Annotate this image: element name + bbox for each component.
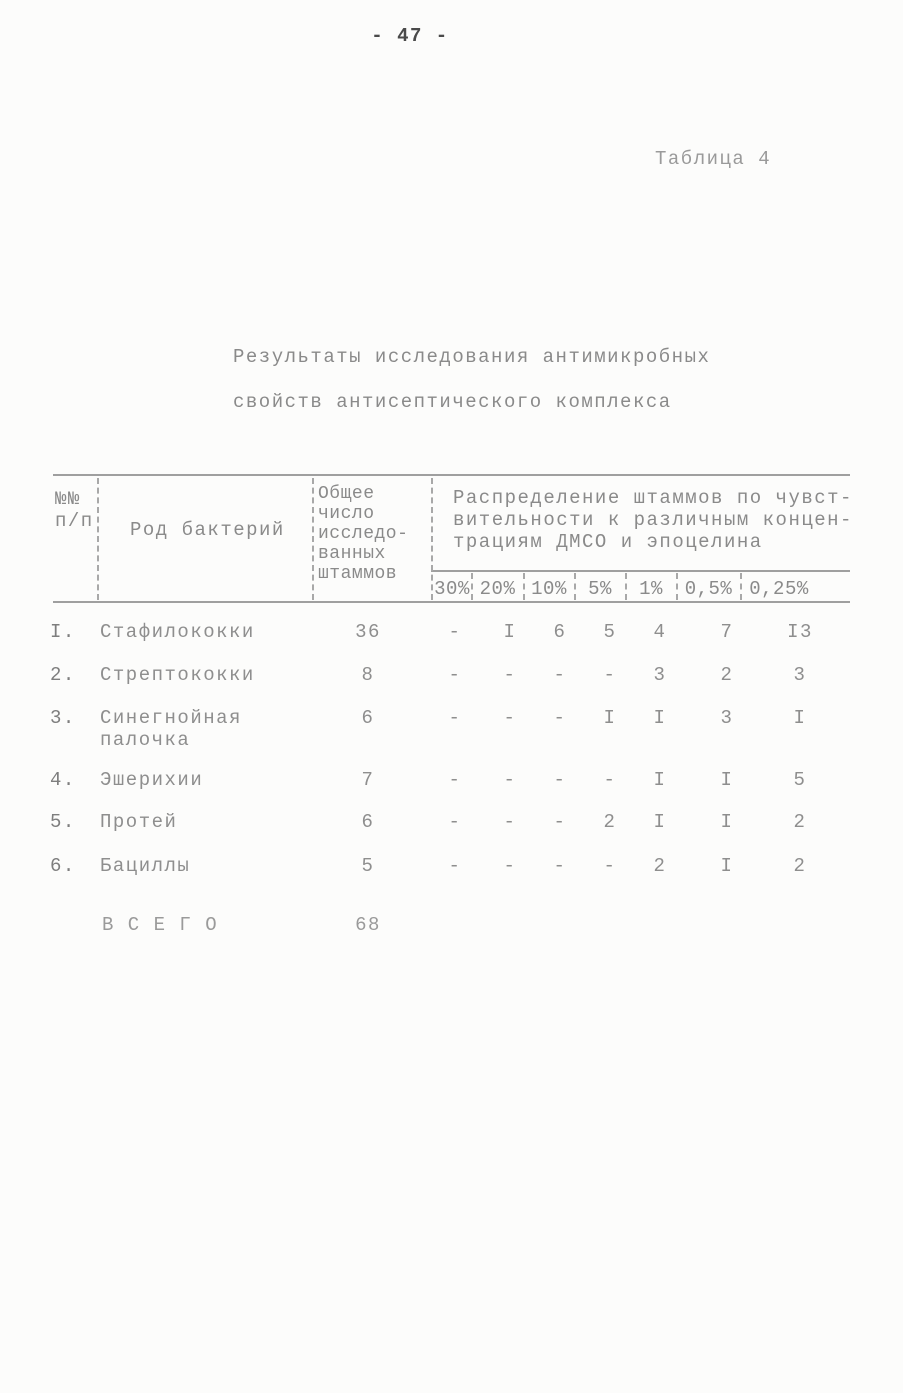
row-value: - — [503, 855, 517, 877]
header-total — [318, 484, 408, 584]
row-total: 36 — [355, 621, 381, 643]
row-value: - — [448, 811, 462, 833]
row-value: 2 — [720, 664, 734, 686]
row-genus-line: Синегнойная — [100, 707, 242, 729]
row-value: 5 — [793, 769, 807, 791]
row-value: 5 — [603, 621, 617, 643]
header-distribution — [453, 487, 853, 553]
row-value: - — [603, 769, 617, 791]
header-number-line: №№ — [55, 488, 81, 510]
table-row — [0, 664, 903, 708]
row-value: - — [503, 707, 517, 729]
header-total-line: ванных — [318, 544, 386, 564]
row-value: - — [553, 769, 567, 791]
row-genus-line: палочка — [100, 729, 191, 751]
header-concentration: 30% — [434, 578, 470, 600]
row-value: 6 — [553, 621, 567, 643]
row-genus-line: Эшерихии — [100, 769, 204, 791]
row-value: - — [603, 855, 617, 877]
row-value: I — [720, 811, 734, 833]
row-number: I. — [50, 621, 76, 643]
header-concentration: 5% — [588, 578, 612, 600]
row-genus — [100, 621, 255, 643]
row-value: 2 — [793, 855, 807, 877]
row-value: I — [503, 621, 517, 643]
row-genus — [100, 769, 203, 791]
row-genus-line: Протей — [100, 811, 178, 833]
row-value: I — [653, 769, 667, 791]
row-value: I — [653, 811, 667, 833]
row-value: - — [503, 664, 517, 686]
column-separator — [312, 478, 314, 600]
header-number-line: п/п — [55, 510, 94, 532]
row-total: 7 — [361, 769, 375, 791]
row-genus — [100, 707, 242, 751]
row-number: 5. — [50, 811, 76, 833]
row-value: I — [720, 855, 734, 877]
row-genus — [100, 855, 190, 877]
row-value: - — [448, 707, 462, 729]
table-top-rule — [53, 474, 850, 476]
header-distribution-line: Распределение штаммов по чувст- — [453, 487, 853, 509]
row-value: 4 — [653, 621, 667, 643]
header-distribution-line: трациям ДМСО и эпоцелина — [453, 531, 763, 553]
row-value: - — [503, 811, 517, 833]
row-value: - — [448, 664, 462, 686]
table-row — [0, 811, 903, 855]
header-concentration: 20% — [479, 578, 516, 600]
header-concentration: 0,25% — [749, 578, 809, 600]
row-number: 3. — [50, 707, 76, 729]
row-value: I3 — [787, 621, 813, 643]
row-genus-line: Стрептококки — [100, 664, 255, 686]
row-value: 7 — [720, 621, 734, 643]
table-title-line-2: свойств антисептического комплекса — [233, 391, 672, 413]
row-value: 2 — [793, 811, 807, 833]
row-value: - — [553, 811, 567, 833]
table-label: Таблица 4 — [655, 148, 772, 170]
row-value: I — [603, 707, 617, 729]
row-total: 8 — [361, 664, 375, 686]
row-total: 5 — [361, 855, 375, 877]
header-total-line: число — [318, 504, 375, 524]
row-value: 2 — [603, 811, 617, 833]
row-value: - — [448, 855, 462, 877]
table-row — [0, 621, 903, 665]
row-genus — [100, 811, 177, 833]
row-value: 2 — [653, 855, 667, 877]
header-genus: Род бактерий — [130, 519, 285, 541]
row-value: - — [553, 855, 567, 877]
header-distribution-line: вительности к различным концен- — [453, 509, 853, 531]
row-genus-line: Бациллы — [100, 855, 191, 877]
row-value: I — [653, 707, 667, 729]
total-label: В С Е Г О — [102, 914, 219, 936]
row-value: - — [503, 769, 517, 791]
header-total-line: штаммов — [318, 564, 398, 584]
row-total: 6 — [361, 707, 375, 729]
row-value: - — [553, 664, 567, 686]
header-number — [55, 488, 94, 532]
row-value: - — [448, 769, 462, 791]
row-value: 3 — [793, 664, 807, 686]
table-title-line-1: Результаты исследования антимикробных — [233, 346, 711, 368]
header-concentration: 0,5% — [684, 578, 733, 600]
row-value: 3 — [720, 707, 734, 729]
table-row — [0, 707, 903, 751]
table-row — [0, 855, 903, 899]
table-row — [0, 769, 903, 813]
concentration-rule — [431, 570, 850, 572]
header-total-line: исследо- — [318, 524, 409, 544]
row-number: 6. — [50, 855, 76, 877]
row-total: 6 — [361, 811, 375, 833]
row-value: I — [793, 707, 807, 729]
row-value: - — [448, 621, 462, 643]
row-value: 3 — [653, 664, 667, 686]
row-number: 2. — [50, 664, 76, 686]
row-value: - — [553, 707, 567, 729]
row-value: I — [720, 769, 734, 791]
total-value: 68 — [355, 914, 381, 936]
row-value: - — [603, 664, 617, 686]
header-total-line: Общее — [318, 484, 375, 504]
row-genus — [100, 664, 255, 686]
header-bottom-rule — [53, 601, 850, 603]
row-genus-line: Стафилококки — [100, 621, 255, 643]
row-number: 4. — [50, 769, 76, 791]
header-concentration: 10% — [531, 578, 567, 600]
header-concentration: 1% — [639, 578, 663, 600]
column-separator — [97, 478, 99, 600]
page-number: - 47 - — [371, 25, 449, 47]
